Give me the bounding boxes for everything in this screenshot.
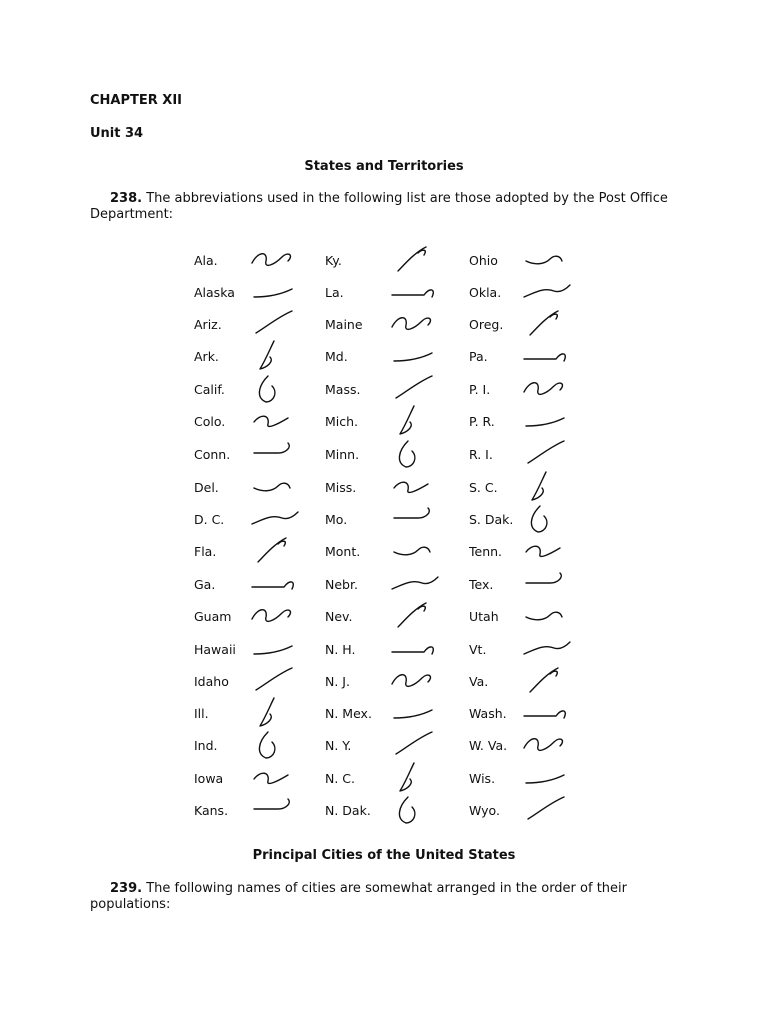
shorthand-outline-icon [520, 761, 580, 795]
state-abbreviation: Wash. [469, 706, 507, 721]
shorthand-outline-icon [520, 372, 580, 406]
state-abbreviation: Nebr. [325, 577, 358, 592]
shorthand-outline-icon [520, 404, 580, 438]
state-abbreviation: Iowa [194, 771, 224, 786]
state-abbreviation: Wyo. [469, 803, 500, 818]
shorthand-outline-icon [388, 664, 448, 698]
state-abbreviation: Fla. [194, 544, 217, 559]
shorthand-outline-icon [520, 599, 580, 633]
shorthand-outline-icon [388, 696, 448, 730]
shorthand-outline-icon [248, 793, 308, 827]
state-abbreviation: Ill. [194, 706, 209, 721]
shorthand-outline-icon [248, 599, 308, 633]
shorthand-outline-icon [520, 502, 580, 536]
state-abbreviation: N. J. [325, 674, 350, 689]
state-abbreviation: Ind. [194, 738, 218, 753]
shorthand-outline-icon [388, 534, 448, 568]
state-abbreviation: Va. [469, 674, 489, 689]
shorthand-outline-icon [520, 534, 580, 568]
state-abbreviation: Minn. [325, 447, 360, 462]
shorthand-outline-icon [388, 599, 448, 633]
state-abbreviation: Mass. [325, 382, 361, 397]
state-abbreviation: Ga. [194, 577, 216, 592]
state-abbreviation: Calif. [194, 382, 225, 397]
state-abbreviation: Colo. [194, 414, 226, 429]
shorthand-outline-icon [388, 275, 448, 309]
state-abbreviation: Kans. [194, 803, 229, 818]
shorthand-outline-icon [520, 632, 580, 666]
shorthand-outline-icon [248, 567, 308, 601]
state-abbreviation: N. Mex. [325, 706, 372, 721]
state-abbreviation: S. Dak. [469, 512, 514, 527]
state-abbreviation: N. Y. [325, 738, 352, 753]
shorthand-outline-icon [388, 470, 448, 504]
state-abbreviation: W. Va. [469, 738, 508, 753]
shorthand-outline-icon [248, 437, 308, 471]
shorthand-outline-icon [388, 502, 448, 536]
state-abbreviation: Ky. [325, 253, 342, 268]
shorthand-outline-icon [388, 567, 448, 601]
shorthand-outline-icon [248, 470, 308, 504]
shorthand-outline-icon [520, 567, 580, 601]
paragraph-text: The following names of cities are somewhat arranged in the order of their populations: [90, 881, 627, 912]
shorthand-outline-icon [520, 339, 580, 373]
paragraph-number: 239. [110, 881, 143, 896]
shorthand-outline-icon [388, 632, 448, 666]
shorthand-outline-icon [388, 372, 448, 406]
state-abbreviation: La. [325, 285, 344, 300]
state-abbreviation: Alaska [194, 285, 235, 300]
state-abbreviation: Ala. [194, 253, 218, 268]
shorthand-outline-icon [248, 372, 308, 406]
shorthand-outline-icon [248, 307, 308, 341]
shorthand-outline-icon [520, 275, 580, 309]
state-abbreviation: Guam [194, 609, 232, 624]
shorthand-outline-icon [520, 696, 580, 730]
shorthand-outline-icon [388, 761, 448, 795]
shorthand-outline-icon [248, 243, 308, 277]
state-abbreviation: Mo. [325, 512, 348, 527]
shorthand-outline-icon [520, 470, 580, 504]
shorthand-outline-icon [520, 793, 580, 827]
section-title-states: States and Territories [304, 159, 464, 174]
state-abbreviation: Del. [194, 480, 219, 495]
state-abbreviation: Oreg. [469, 317, 504, 332]
state-abbreviation: Maine [325, 317, 363, 332]
state-abbreviation: D. C. [194, 512, 225, 527]
shorthand-outline-icon [248, 696, 308, 730]
state-abbreviation: Vt. [469, 642, 487, 657]
state-abbreviation: N. H. [325, 642, 356, 657]
shorthand-outline-icon [520, 728, 580, 762]
shorthand-outline-icon [388, 437, 448, 471]
state-abbreviation: Wis. [469, 771, 496, 786]
state-abbreviation: Utah [469, 609, 499, 624]
shorthand-outline-icon [248, 534, 308, 568]
section-title-cities: Principal Cities of the United States [252, 848, 516, 863]
state-abbreviation: Ohio [469, 253, 498, 268]
state-abbreviation: Hawaii [194, 642, 236, 657]
state-abbreviation: Ariz. [194, 317, 222, 332]
state-abbreviation: Tex. [469, 577, 494, 592]
shorthand-outline-icon [520, 243, 580, 277]
shorthand-outline-icon [388, 728, 448, 762]
state-abbreviation: Mich. [325, 414, 359, 429]
state-abbreviation: Idaho [194, 674, 229, 689]
state-abbreviation: R. I. [469, 447, 493, 462]
state-abbreviation: Tenn. [469, 544, 503, 559]
state-abbreviation: Conn. [194, 447, 231, 462]
shorthand-outline-icon [248, 728, 308, 762]
state-abbreviation: Nev. [325, 609, 353, 624]
chapter-heading: CHAPTER XII [90, 93, 182, 108]
paragraph-number: 238. [110, 191, 143, 206]
shorthand-outline-icon [520, 307, 580, 341]
state-abbreviation: Miss. [325, 480, 357, 495]
shorthand-outline-icon [248, 339, 308, 373]
state-abbreviation: Ark. [194, 349, 219, 364]
shorthand-outline-icon [248, 632, 308, 666]
paragraph-text: The abbreviations used in the following list are those adopted by the Post Office Department: [90, 191, 668, 222]
shorthand-outline-icon [388, 307, 448, 341]
state-abbreviation: Mont. [325, 544, 361, 559]
state-abbreviation: Md. [325, 349, 348, 364]
shorthand-outline-icon [388, 339, 448, 373]
state-abbreviation: P. R. [469, 414, 495, 429]
shorthand-outline-icon [520, 437, 580, 471]
shorthand-outline-icon [248, 664, 308, 698]
shorthand-outline-icon [248, 275, 308, 309]
state-abbreviation: N. Dak. [325, 803, 371, 818]
shorthand-outline-icon [388, 793, 448, 827]
state-abbreviation: Pa. [469, 349, 488, 364]
shorthand-outline-icon [520, 664, 580, 698]
shorthand-outline-icon [248, 502, 308, 536]
shorthand-outline-icon [248, 404, 308, 438]
paragraph-239 [90, 881, 690, 913]
state-abbreviation: P. I. [469, 382, 491, 397]
paragraph-238 [90, 191, 690, 223]
shorthand-outline-icon [248, 761, 308, 795]
shorthand-outline-icon [388, 243, 448, 277]
state-abbreviation: N. C. [325, 771, 355, 786]
state-abbreviation: S. C. [469, 480, 498, 495]
unit-heading: Unit 34 [90, 126, 144, 141]
state-abbreviation: Okla. [469, 285, 502, 300]
shorthand-outline-icon [388, 404, 448, 438]
